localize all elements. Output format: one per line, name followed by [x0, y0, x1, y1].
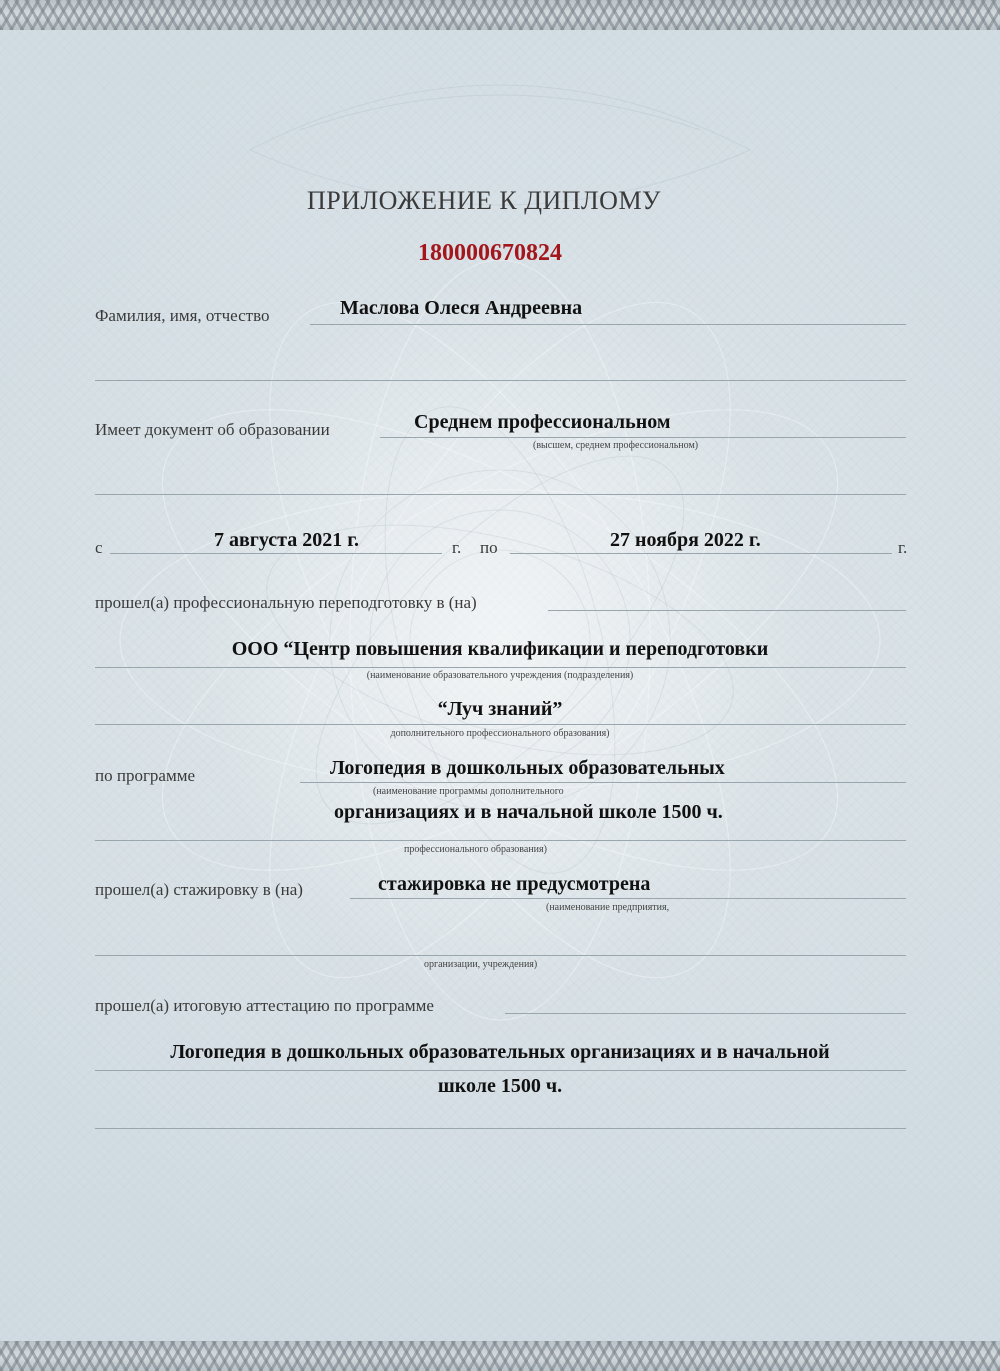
- internship-hint-1: (наименование предприятия,: [546, 902, 670, 913]
- fio-underline: [310, 324, 906, 325]
- fio-label: Фамилия, имя, отчество: [95, 306, 270, 325]
- attestation-line-1: Логопедия в дошкольных образовательных организациях и в начальной: [170, 1041, 830, 1063]
- institution-hint-2: дополнительного профессионального образования): [390, 728, 610, 739]
- program-hint-1: (наименование программы дополнительного: [373, 786, 564, 797]
- program-underline-1: [300, 782, 906, 783]
- attestation-underline-2: [95, 1070, 906, 1071]
- attestation-underline-3: [95, 1128, 906, 1129]
- institution-line-1: ООО “Центр повышения квалификации и переподготовки: [231, 638, 769, 660]
- period-from-underline: [110, 553, 442, 554]
- period-to-label: по: [480, 538, 498, 557]
- attestation-line-2: школе 1500 ч.: [437, 1075, 563, 1097]
- institution-hint-1: (наименование образовательного учреждения (подразделения): [366, 670, 634, 681]
- education-label: Имеет документ об образовании: [95, 420, 330, 439]
- education-underline-2: [95, 494, 906, 495]
- program-label: по программе: [95, 766, 196, 785]
- institution-line-2: “Луч знаний”: [437, 698, 563, 720]
- program-underline-2: [95, 840, 906, 841]
- period-year-suffix-1: г.: [452, 538, 462, 557]
- internship-underline-2: [95, 955, 906, 956]
- education-value: Среднем профессиональном: [414, 411, 671, 433]
- program-line-2: организациях и в начальной школе 1500 ч.: [334, 801, 723, 823]
- education-hint: (высшем, среднем профессиональном): [533, 440, 699, 451]
- period-from-label: с: [95, 538, 103, 557]
- period-from-value: 7 августа 2021 г.: [214, 529, 360, 551]
- institution-underline-1: [95, 667, 906, 668]
- program-hint-2: профессионального образования): [404, 844, 547, 855]
- internship-underline-1: [350, 898, 906, 899]
- fio-underline-2: [95, 380, 906, 381]
- internship-hint-2: организации, учреждения): [424, 959, 538, 970]
- attestation-label: прошел(а) итоговую аттестацию по программе: [95, 996, 434, 1015]
- attestation-underline: [505, 1013, 906, 1014]
- retraining-label: прошел(а) профессиональную переподготовку в (на): [95, 593, 477, 612]
- program-line-1: Логопедия в дошкольных образовательных: [330, 757, 725, 779]
- education-underline: [380, 437, 906, 438]
- fio-value: Маслова Олеся Андреевна: [340, 297, 583, 319]
- institution-underline-2: [95, 724, 906, 725]
- retraining-underline: [548, 610, 906, 611]
- period-to-underline: [510, 553, 892, 554]
- document-number: 180000670824: [418, 240, 562, 266]
- period-year-suffix-2: г.: [898, 538, 908, 557]
- internship-label: прошел(а) стажировку в (на): [95, 880, 303, 899]
- document-title: ПРИЛОЖЕНИЕ К ДИПЛОМУ: [307, 186, 661, 215]
- internship-value: стажировка не предусмотрена: [378, 873, 651, 895]
- period-to-value: 27 ноября 2022 г.: [610, 529, 761, 551]
